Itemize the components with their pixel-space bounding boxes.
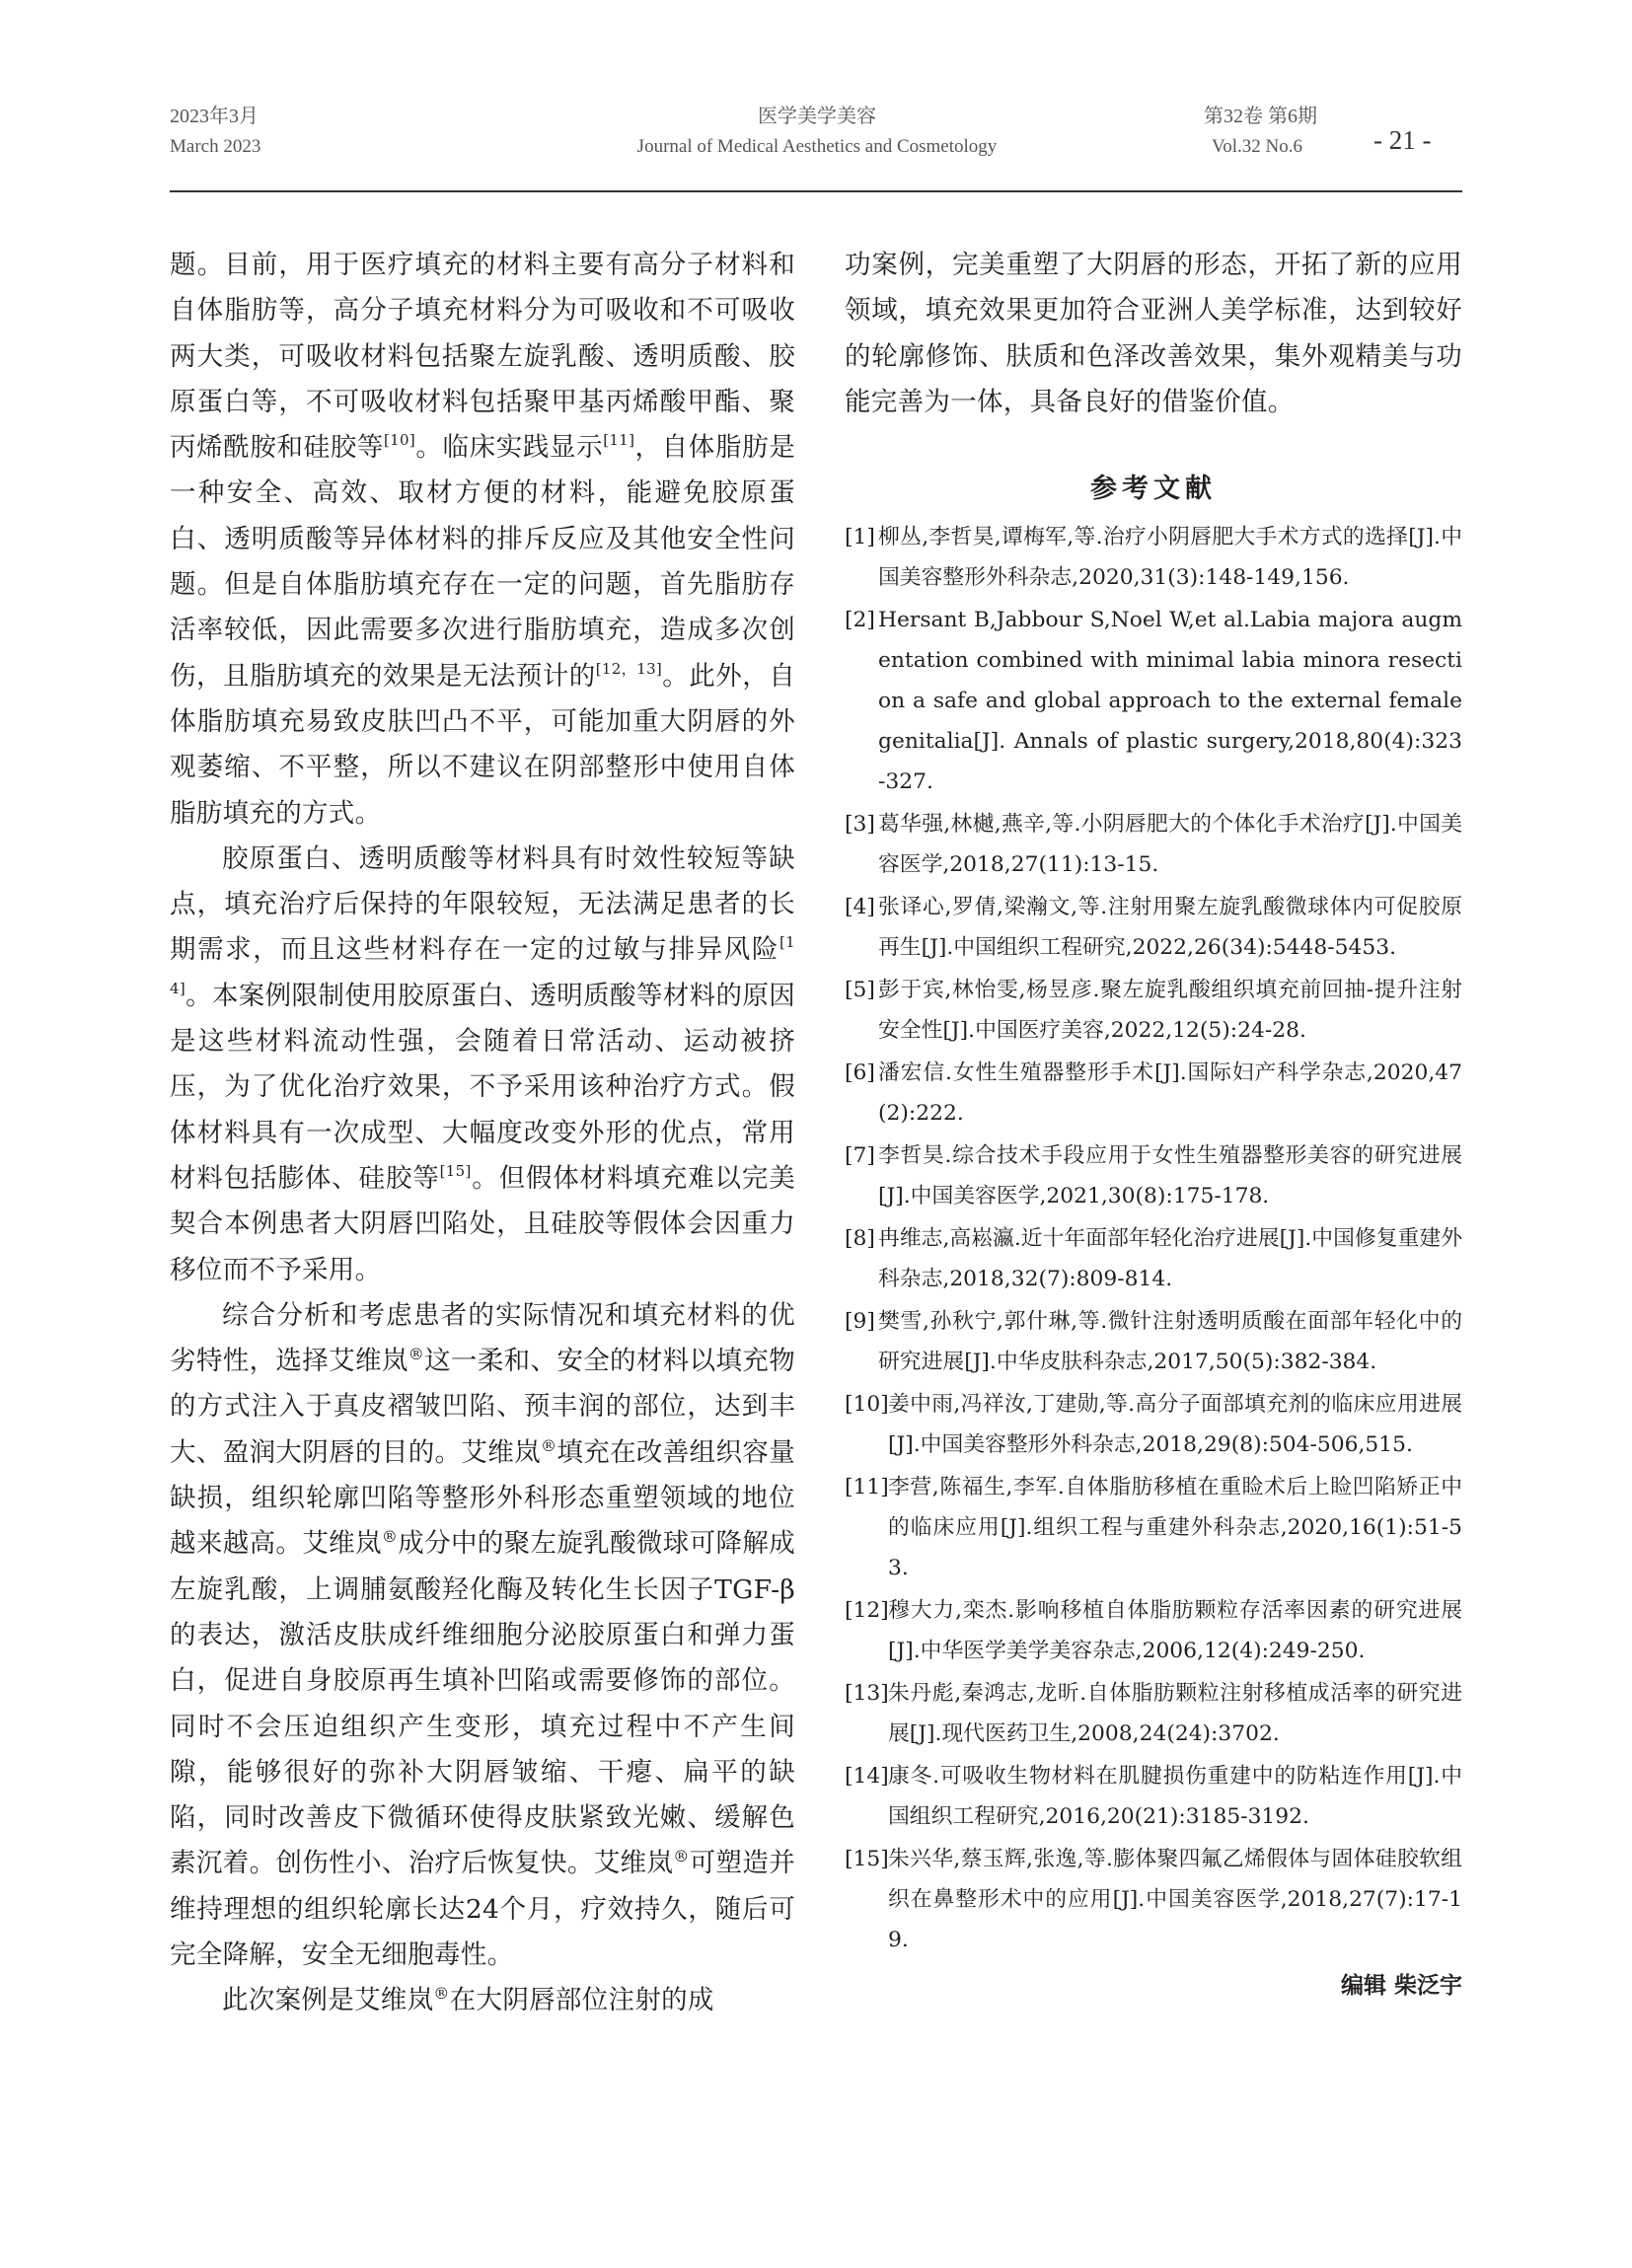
page-header — [0, 0, 1632, 197]
reference-number: [13] — [845, 1681, 889, 1707]
citation-ref: [12，13] — [595, 659, 663, 678]
reference-text: 康冬.可吸收生物材料在肌腱损伤重建中的防粘连作用[J].中国组织工程研究,2016,20(21):3185-3192. — [888, 1764, 1462, 1830]
reference-text: 张译心,罗倩,梁瀚文,等.注射用聚左旋乳酸微球体内可促胶原再生[J].中国组织工程研究,2022,26(34):5448-5453. — [878, 895, 1462, 961]
registered-mark: ® — [673, 1847, 690, 1866]
reference-item — [845, 1301, 1462, 1382]
paragraph-collagen-materials — [170, 837, 795, 1293]
reference-number: [12] — [845, 1598, 889, 1624]
text-run: 。但假体材料填充难以完美契合本例患者大阴唇凹陷处，且硅胶等假体会因重力移位而不予采用。 — [170, 1162, 795, 1285]
reference-item — [845, 517, 1462, 598]
reference-item — [845, 1053, 1462, 1134]
reference-number: [5] — [845, 978, 875, 1003]
text-run: 胶原蛋白、透明质酸等材料具有时效性较短等缺点，填充治疗后保持的年限较短，无法满足患者的长期需求，而且这些材料存在一定的过敏与排异风险 — [170, 842, 795, 966]
header-volume-cn: 第32卷 第6期 — [1204, 106, 1317, 127]
header-rule — [170, 190, 1462, 192]
reference-item — [845, 1756, 1462, 1837]
text-run: 。临床实践显示 — [415, 432, 604, 464]
reference-item — [845, 970, 1462, 1051]
reference-number: [8] — [845, 1226, 875, 1252]
reference-number: [6] — [845, 1061, 875, 1086]
text-run: 此次案例是艾维岚 — [222, 1985, 434, 2016]
reference-number: [14] — [845, 1764, 889, 1790]
citation-ref: [11] — [603, 431, 635, 450]
reference-number: [10] — [845, 1392, 889, 1418]
paragraph-case-start — [170, 1978, 795, 2023]
reference-text: 樊雪,孙秋宁,郭什琳,等.微针注射透明质酸在面部年轻化中的研究进展[J].中华皮肤科杂志,2017,50(5):382-384. — [878, 1309, 1462, 1375]
text-run: 填充在改善组织容量缺损，组织轮廓凹陷等整形外科形态重塑领域的地位越来越高。艾维岚 — [170, 1436, 795, 1560]
reference-item — [845, 1384, 1462, 1465]
reference-text: 冉维志,高崧瀛.近十年面部年轻化治疗进展[J].中国修复重建外科杂志,2018,32(7):809-814. — [878, 1226, 1462, 1292]
reference-item — [845, 804, 1462, 885]
reference-text: 朱丹彪,秦鸿志,龙昕.自体脂肪颗粒注射移植成活率的研究进展[J].现代医药卫生,2008,24(24):3702. — [888, 1681, 1462, 1747]
registered-mark: ® — [433, 1984, 450, 2004]
reference-number: [4] — [845, 895, 875, 920]
reference-text: 彭于宾,林怡雯,杨昱彦.聚左旋乳酸组织填充前回抽-提升注射安全性[J].中国医疗美容,2022,12(5):24-28. — [878, 978, 1462, 1044]
reference-item — [845, 1839, 1462, 1960]
reference-number: [1] — [845, 525, 875, 550]
text-run: ，自体脂肪是一种安全、高效、取材方便的材料，能避免胶原蛋白、透明质酸等异体材料的排斥反应及其他安全性问题。但是自体脂肪填充存在一定的问题，首先脂肪存活率较低，因此需要多次进行脂肪填充，造成多次创伤，且脂肪填充的效果是无法预计的 — [170, 432, 795, 692]
reference-item — [845, 1218, 1462, 1299]
reference-text: 穆大力,栾杰.影响移植自体脂肪颗粒存活率因素的研究进展[J].中华医学美学美容杂志,2006,12(4):249-250. — [888, 1598, 1462, 1664]
reference-text: 李哲昊.综合技术手段应用于女性生殖器整形美容的研究进展[J].中国美容医学,2021,30(8):175-178. — [878, 1143, 1462, 1209]
reference-number: [9] — [845, 1309, 875, 1335]
reference-text: 柳丛,李哲昊,谭梅军,等.治疗小阴唇肥大手术方式的选择[J].中国美容整形外科杂志,2020,31(3):148-149,156. — [878, 525, 1462, 591]
right-column — [845, 243, 1462, 2006]
text-run: 综合分析和考虑患者的实际情况和填充材料的优劣特性，选择艾维岚 — [170, 1299, 795, 1377]
text-run: 成分中的聚左旋乳酸微球可降解成左旋乳酸，上调脯氨酸羟化酶及转化生长因子TGF-β的表达，激活皮肤成纤维细胞分泌胶原蛋白和弹力蛋白，促进自身胶原再生填补凹陷或需要修饰的部位。同时不会压迫组织产生变形，填充过程中不产生间隙，能够很好的弥补大阴唇皱缩、干瘪、扁平的缺陷，同时改善皮下微循环使得皮肤紧致光嫩、缓解色素沉着。创伤性小、治疗后恢复快。艾维岚 — [170, 1528, 796, 1879]
reference-item — [845, 1673, 1462, 1754]
registered-mark: ® — [381, 1527, 399, 1547]
reference-number: [3] — [845, 812, 875, 838]
header-journal-en: Journal of Medical Aesthetics and Cosmetology — [636, 136, 998, 157]
header-volume-en: Vol.32 No.6 — [1212, 136, 1303, 157]
reference-item — [845, 1590, 1462, 1671]
left-column — [170, 243, 795, 2024]
text-run: 。此外，自体脂肪填充易致皮肤凹凸不平，可能加重大阴唇的外观萎缩、不平整，所以不建议在阴部整形中使用自体脂肪填充的方式。 — [170, 660, 795, 829]
reference-text: 潘宏信.女性生殖器整形手术[J].国际妇产科学杂志,2020,47(2):222. — [878, 1061, 1462, 1127]
registered-mark: ® — [408, 1345, 425, 1364]
registered-mark: ® — [540, 1435, 557, 1455]
text-run: 这一柔和、安全的材料以填充物的方式注入于真皮褶皱凹陷、预丰润的部位，达到丰大、盈润大阴唇的目的。艾维岚 — [170, 1346, 795, 1468]
reference-number: [11] — [845, 1475, 889, 1500]
text-run: 可塑造并维持理想的组织轮廓长达24个月，疗效持久，随后可完全降解，安全无细胞毒性。 — [170, 1848, 796, 1970]
text-run: 题。目前，用于医疗填充的材料主要有高分子材料和自体脂肪等，高分子填充材料分为可吸收和不可吸收两大类，可吸收材料包括聚左旋乳酸、透明质酸、胶原蛋白等，不可吸收材料包括聚甲基丙烯酸甲酯、聚丙烯酰胺和硅胶等 — [170, 250, 795, 464]
reference-number: [15] — [845, 1847, 889, 1872]
references-title: 参考文献 — [1090, 474, 1217, 505]
reference-item — [845, 1467, 1462, 1588]
reference-number: [2] — [845, 608, 875, 633]
page-number: - 21 - — [1373, 125, 1432, 155]
citation-ref: [14] — [170, 933, 795, 997]
text-run: 在大阴唇部位注射的成 — [449, 1985, 714, 2016]
text-run: 。本案例限制使用胶原蛋白、透明质酸等材料的原因是这些材料流动性强，会随着日常活动、运动被挤压，为了优化治疗效果，不予采用该种治疗方式。假体材料具有一次成型、大幅度改变外形的优点，常用材料包括膨体、硅胶等 — [170, 980, 795, 1194]
citation-ref: [15] — [439, 1161, 472, 1180]
reference-number: [7] — [845, 1143, 875, 1169]
header-date-cn: 2023年3月 — [170, 106, 259, 127]
reference-item — [845, 600, 1462, 802]
reference-item — [845, 887, 1462, 968]
reference-text: 朱兴华,蔡玉辉,张逸,等.膨体聚四氟乙烯假体与固体硅胶软组织在鼻整形术中的应用[J].中国美容医学,2018,27(7):17-19. — [888, 1847, 1462, 1953]
reference-item — [845, 1135, 1462, 1216]
reference-text: 葛华强,林樾,燕辛,等.小阴唇肥大的个体化手术治疗[J].中国美容医学,2018,27(11):13-15. — [878, 812, 1462, 878]
header-date-en: March 2023 — [170, 136, 261, 157]
reference-text: 姜中雨,冯祥汝,丁建勋,等.高分子面部填充剂的临床应用进展[J].中国美容整形外科杂志,2018,29(8):504-506,515. — [888, 1392, 1462, 1458]
header-journal-cn: 医学美学美容 — [758, 106, 876, 127]
paragraph-case-continued: 功案例，完美重塑了大阴唇的形态，开拓了新的应用领域，填充效果更加符合亚洲人美学标准，达到较好的轮廓修饰、肤质和色泽改善效果，集外观精美与功能完善为一体，具备良好的借鉴价值。 — [845, 250, 1462, 417]
reference-text: 李营,陈福生,李军.自体脂肪移植在重睑术后上睑凹陷矫正中的临床应用[J].组织工程与重建外科杂志,2020,16(1):51-53. — [888, 1475, 1462, 1581]
citation-ref: [10] — [384, 431, 416, 450]
editor-credit: 编辑 柴泛宇 — [1340, 1972, 1462, 2000]
references-list — [845, 517, 1462, 1960]
reference-text: Hersant B,Jabbour S,Noel W,et al.Labia majora augmentation combined with minimal labia minora resection a safe and global approach to the external female genitalia[J]. Annals of plastic surgery,2018,80(4):323-327. — [878, 608, 1462, 795]
paragraph-fat-grafting — [170, 243, 795, 837]
paragraph-analysis — [170, 1293, 795, 1978]
